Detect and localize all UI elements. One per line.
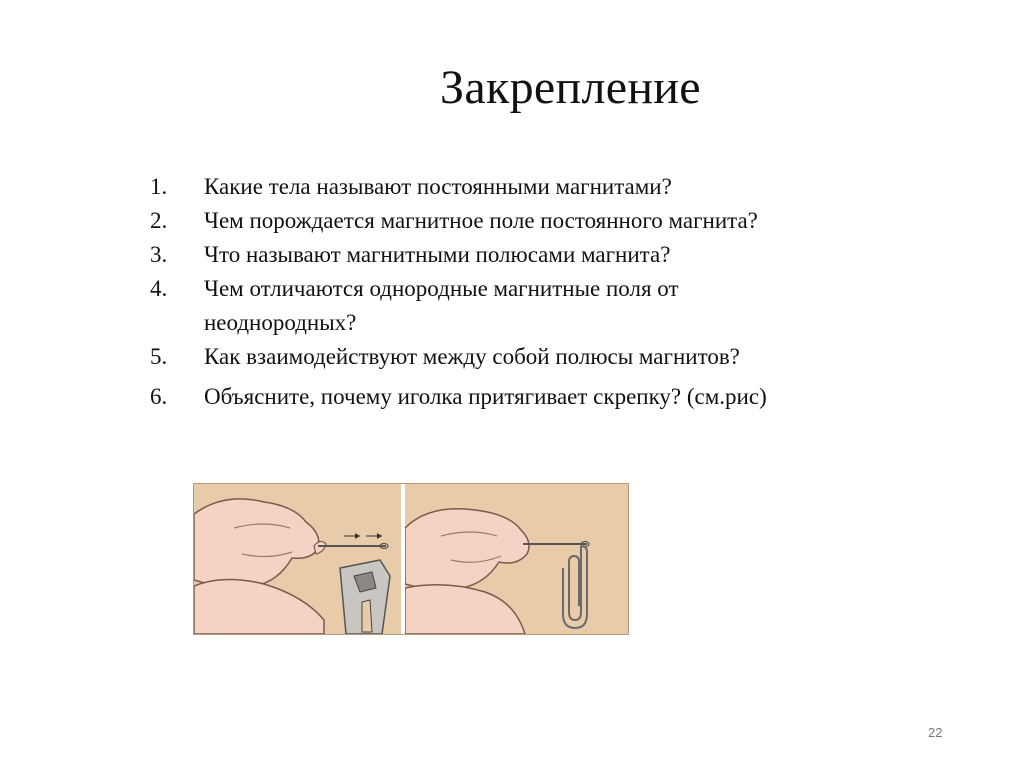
question-text: Чем отличаются однородные магнитные поля от неоднородных? [204, 276, 679, 335]
question-number: 2. [150, 208, 168, 233]
question-number: 3. [150, 242, 168, 267]
question-item [150, 238, 814, 272]
question-text: Какие тела называют постоянными магнитами? [204, 174, 672, 199]
question-text: Как взаимодействуют между собой полюсы магнитов? [204, 344, 740, 369]
question-number: 4. [150, 276, 168, 301]
question-text: Объясните, почему иголка притягивает скрепку? (см.рис) [204, 384, 767, 409]
questions-list [150, 170, 814, 414]
slide-title: Закрепление [440, 61, 701, 114]
hand-magnetizing-needle-with-magnet-icon [194, 484, 401, 634]
question-text: Что называют магнитными полюсами магнита? [204, 242, 671, 267]
question-item [150, 204, 814, 238]
question-item [150, 170, 814, 204]
question-number: 5. [150, 344, 168, 369]
question-number: 6. [150, 384, 168, 409]
question-number: 1. [150, 174, 168, 199]
page-number: 22 [928, 725, 943, 740]
hand-needle-attracting-paperclip-icon [405, 484, 628, 634]
magnet-needle-figure [193, 483, 629, 635]
question-item [150, 380, 814, 414]
question-item [150, 340, 814, 374]
question-item [150, 272, 814, 340]
question-text: Чем порождается магнитное поле постоянного магнита? [204, 208, 758, 233]
